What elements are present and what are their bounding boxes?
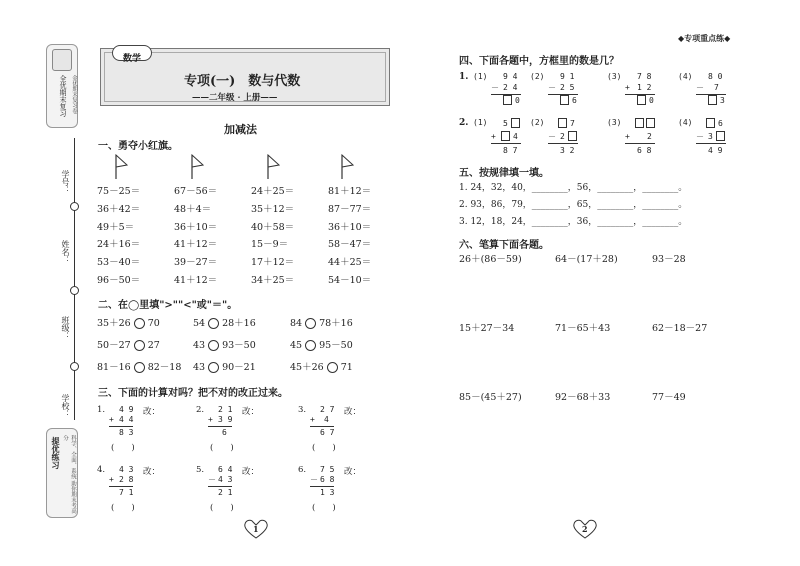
calc-res: 1 3 xyxy=(320,488,335,497)
written-calc: 64－(17＋28) xyxy=(555,254,618,265)
calc-b: 2 4 xyxy=(503,83,518,92)
fix-label: 改： xyxy=(242,467,260,477)
calc-res: 4 9 xyxy=(708,146,723,155)
answer-box[interactable] xyxy=(708,95,717,105)
sec1-col-4 xyxy=(328,187,371,294)
written-calc: 62－18－27 xyxy=(652,323,708,334)
sec1-title: 一、勇夺小红旗。 xyxy=(98,141,178,152)
answer-box[interactable] xyxy=(635,118,644,128)
calc-no: (1) xyxy=(473,118,488,127)
calc-res: 3 2 xyxy=(560,146,575,155)
sequence-line[interactable]: 2. 93，86，79，________，65，________，________。 xyxy=(459,200,688,210)
calc-no: (2) xyxy=(530,118,545,127)
arithmetic-problem: 87－77＝ xyxy=(328,203,372,215)
side-tab-top-emblem xyxy=(52,49,72,71)
arithmetic-problem: 17＋12＝ xyxy=(251,257,295,269)
calc-rule xyxy=(109,426,133,427)
compare-circle[interactable] xyxy=(134,362,145,373)
sequence-line[interactable]: 1. 24，32，40，________，56，________，________。 xyxy=(459,183,688,193)
calc-no: (3) xyxy=(607,72,622,81)
calc-res: 6 xyxy=(572,96,577,105)
item-number: 3. xyxy=(298,405,307,415)
calc-res: 6 7 xyxy=(320,428,335,437)
side-dot-1 xyxy=(70,202,79,211)
side-label-school: 学校： xyxy=(61,394,70,418)
compare-left: 81－16 xyxy=(97,362,131,373)
page-number-left: 1 xyxy=(253,524,259,534)
calc-op: + xyxy=(625,132,630,141)
side-tab-bottom-text: 提优练习 xyxy=(51,437,61,469)
calc-b: 3 xyxy=(708,132,713,141)
calc-op: + xyxy=(625,83,630,92)
side-dot-2 xyxy=(70,286,79,295)
calc-op: － xyxy=(696,83,704,92)
calc-a: 6 4 xyxy=(218,465,233,474)
written-calc: 77－49 xyxy=(652,392,686,403)
compare-item xyxy=(193,318,256,329)
sec2-title: 二、在◯里填">""<"或"＝"。 xyxy=(98,300,238,311)
calc-rule xyxy=(109,486,133,487)
arithmetic-problem: 15－9＝ xyxy=(251,239,289,251)
fix-label: 改： xyxy=(344,407,362,417)
answer-box[interactable] xyxy=(558,118,567,128)
side-tab-top xyxy=(46,44,78,128)
written-calc: 15＋27－34 xyxy=(459,323,515,334)
box-problem xyxy=(530,118,600,158)
box-problem xyxy=(678,72,748,108)
compare-right: 70 xyxy=(147,318,160,329)
calc-op: + xyxy=(109,415,114,424)
answer-box[interactable] xyxy=(560,95,569,105)
answer-box[interactable] xyxy=(511,118,520,128)
arithmetic-problem: 40＋58＝ xyxy=(251,221,295,233)
calc-op: － xyxy=(548,83,556,92)
compare-circle[interactable] xyxy=(305,340,316,351)
written-calc: 26＋(86－59) xyxy=(459,254,522,265)
compare-right: 82－18 xyxy=(147,362,182,373)
answer-paren[interactable]: ( ) xyxy=(111,503,135,513)
compare-item xyxy=(97,362,181,373)
arithmetic-problem: 96－50＝ xyxy=(97,274,141,286)
side-tab-bottom-sub: 科学、全面、系统 助你期末考高分 xyxy=(62,435,76,514)
calc-op: + xyxy=(109,475,114,484)
check-item-2 xyxy=(196,405,296,455)
subject-badge xyxy=(112,45,152,64)
check-item-1 xyxy=(97,405,197,455)
compare-right: 93－50 xyxy=(222,340,256,351)
flag-icon xyxy=(266,154,280,180)
corner-tag: ◆专项重点练◆ xyxy=(678,33,731,43)
arithmetic-problem: 24＋16＝ xyxy=(97,239,141,251)
box-problem xyxy=(678,118,748,158)
calc-res: 8 7 xyxy=(503,146,518,155)
written-calc: 93－28 xyxy=(652,254,686,265)
calc-rule xyxy=(696,143,726,144)
written-calc: 71－65＋43 xyxy=(555,323,611,334)
side-label-class: 班级： xyxy=(61,316,70,340)
flag-icon xyxy=(190,154,204,180)
answer-paren[interactable]: ( ) xyxy=(312,503,336,513)
answer-paren[interactable]: ( ) xyxy=(111,443,135,453)
box-problem xyxy=(530,72,600,108)
side-tab-top-sub: 金优期末复习卷 xyxy=(71,75,77,114)
flag-icon xyxy=(340,154,354,180)
box-problem xyxy=(607,72,677,108)
calc-res: 0 xyxy=(649,96,654,105)
compare-left: 43 xyxy=(193,340,206,351)
calc-b: 2 xyxy=(560,132,565,141)
fix-label: 改： xyxy=(143,407,161,417)
arithmetic-problem: 36＋10＝ xyxy=(174,221,218,233)
written-calc: 85－(45＋27) xyxy=(459,392,522,403)
arithmetic-problem: 35＋12＝ xyxy=(251,203,295,215)
calc-a: 6 xyxy=(718,119,723,128)
fix-label: 改： xyxy=(344,467,362,477)
compare-right: 27 xyxy=(147,340,160,351)
compare-item xyxy=(193,362,256,373)
arithmetic-problem: 48＋4＝ xyxy=(174,203,212,215)
compare-left: 45＋26 xyxy=(290,362,324,373)
calc-op: － xyxy=(310,475,318,484)
calc-res: 7 1 xyxy=(119,488,134,497)
item-number: 4. xyxy=(97,465,106,475)
topic-title: 加减法 xyxy=(224,123,257,136)
answer-box[interactable] xyxy=(503,95,512,105)
item-number: 6. xyxy=(298,465,307,475)
calc-no: (4) xyxy=(678,72,693,81)
item-number: 2. xyxy=(196,405,205,415)
calc-res: 8 3 xyxy=(119,428,134,437)
sec1-col-1 xyxy=(97,187,140,294)
answer-paren[interactable]: ( ) xyxy=(210,443,234,453)
calc-res: 6 xyxy=(222,428,227,437)
arithmetic-problem: 41＋12＝ xyxy=(174,274,218,286)
answer-box[interactable] xyxy=(706,118,715,128)
compare-circle[interactable] xyxy=(327,362,338,373)
compare-item xyxy=(290,340,353,351)
arithmetic-problem: 54－10＝ xyxy=(328,274,372,286)
compare-circle[interactable] xyxy=(208,362,219,373)
calc-b: 7 xyxy=(714,83,719,92)
calc-no: (2) xyxy=(530,72,545,81)
answer-box[interactable] xyxy=(637,95,646,105)
arithmetic-problem: 53－40＝ xyxy=(97,257,141,269)
calc-op: － xyxy=(548,132,556,141)
compare-left: 50－27 xyxy=(97,340,131,351)
calc-b: 4 xyxy=(513,132,518,141)
calc-a: 9 1 xyxy=(560,72,575,81)
calc-op: － xyxy=(696,132,704,141)
calc-rule xyxy=(548,143,578,144)
sec3-title: 三、下面的计算对吗？把不对的改正过来。 xyxy=(98,388,288,399)
calc-a: 2 7 xyxy=(320,405,335,414)
compare-circle[interactable] xyxy=(134,340,145,351)
calc-b: 6 8 xyxy=(320,475,335,484)
calc-b: 2 xyxy=(647,132,652,141)
calc-no: (1) xyxy=(473,72,488,81)
compare-right: 95－50 xyxy=(319,340,353,351)
calc-res: 3 xyxy=(720,96,725,105)
check-item-6 xyxy=(298,465,398,515)
arithmetic-problem: 34＋25＝ xyxy=(251,274,295,286)
calc-no: (3) xyxy=(607,118,622,127)
sec1-col-2 xyxy=(174,187,217,294)
compare-right: 78＋16 xyxy=(319,318,353,329)
calc-rule xyxy=(310,426,334,427)
arithmetic-problem: 44＋25＝ xyxy=(328,257,372,269)
arithmetic-problem: 36＋10＝ xyxy=(328,221,372,233)
calc-a: 4 3 xyxy=(119,465,134,474)
side-dot-3 xyxy=(70,362,79,371)
calc-op: － xyxy=(208,475,216,484)
calc-b: 4 xyxy=(324,415,329,424)
calc-b: 2 5 xyxy=(560,83,575,92)
compare-item xyxy=(290,362,353,373)
sec4-title: 四、下面各题中，方框里的数是几？ xyxy=(459,56,619,67)
compare-item xyxy=(97,340,160,351)
check-item-3 xyxy=(298,405,398,455)
written-calc: 92－68＋33 xyxy=(555,392,611,403)
item-number: 1. xyxy=(97,405,106,415)
calc-a: 7 xyxy=(570,119,575,128)
calc-rule xyxy=(491,143,521,144)
calc-res: 0 xyxy=(515,96,520,105)
compare-left: 35＋26 xyxy=(97,318,131,329)
compare-right: 71 xyxy=(340,362,353,373)
arithmetic-problem: 49＋5＝ xyxy=(97,221,135,233)
answer-box[interactable] xyxy=(501,131,510,141)
side-tab-bottom xyxy=(46,428,78,518)
arithmetic-problem: 75－25＝ xyxy=(97,186,141,197)
arithmetic-problem: 58－47＝ xyxy=(328,239,372,251)
calc-res: 6 8 xyxy=(637,146,652,155)
compare-right: 90－21 xyxy=(222,362,256,373)
compare-circle[interactable] xyxy=(208,318,219,329)
calc-res: 2 1 xyxy=(218,488,233,497)
calc-op: + xyxy=(208,415,213,424)
calc-rule xyxy=(625,143,655,144)
calc-a: 8 0 xyxy=(708,72,723,81)
arithmetic-problem: 36＋42＝ xyxy=(97,203,141,215)
arithmetic-problem: 81＋12＝ xyxy=(328,186,372,197)
subject-badge-text: 数学 xyxy=(122,54,141,64)
calc-b: 4 3 xyxy=(218,475,233,484)
calc-b: 1 2 xyxy=(637,83,652,92)
compare-item xyxy=(97,318,160,329)
sec4-row2-no: 2. xyxy=(459,118,469,128)
calc-a: 4 9 xyxy=(119,405,134,414)
calc-op: + xyxy=(491,132,496,141)
arithmetic-problem: 67－56＝ xyxy=(174,186,218,197)
answer-box[interactable] xyxy=(646,118,655,128)
sequence-line[interactable]: 3. 12，18，24，________，36，________，________。 xyxy=(459,217,688,227)
compare-left: 84 xyxy=(290,318,303,329)
calc-b: 2 8 xyxy=(119,475,134,484)
arithmetic-problem: 41＋12＝ xyxy=(174,239,218,251)
side-tab-top-text: 全优期末复习 xyxy=(59,75,67,117)
fix-label: 改： xyxy=(143,467,161,477)
item-number: 5. xyxy=(196,465,205,475)
arithmetic-problem: 24＋25＝ xyxy=(251,186,295,197)
answer-paren[interactable]: ( ) xyxy=(210,503,234,513)
flag-icon xyxy=(114,154,128,180)
binding-line xyxy=(74,138,75,420)
sec5-title: 五、按规律填一填。 xyxy=(459,168,549,179)
compare-left: 45 xyxy=(290,340,303,351)
compare-item xyxy=(193,340,256,351)
compare-left: 54 xyxy=(193,318,206,329)
calc-a: 7 8 xyxy=(637,72,652,81)
arithmetic-problem: 39－27＝ xyxy=(174,257,218,269)
calc-rule xyxy=(208,486,232,487)
page-number-right: 2 xyxy=(582,524,588,534)
compare-right: 28＋16 xyxy=(222,318,256,329)
box-problem xyxy=(607,118,677,158)
calc-b: 3 9 xyxy=(218,415,233,424)
fix-label: 改： xyxy=(242,407,260,417)
calc-rule xyxy=(310,486,334,487)
sec1-col-3 xyxy=(251,187,294,294)
calc-rule xyxy=(208,426,232,427)
calc-op: + xyxy=(310,415,315,424)
calc-a: 9 4 xyxy=(503,72,518,81)
calc-a: 7 5 xyxy=(320,465,335,474)
sec4-row1-no: 1. xyxy=(459,72,469,82)
answer-paren[interactable]: ( ) xyxy=(312,443,336,453)
compare-left: 43 xyxy=(193,362,206,373)
answer-box[interactable] xyxy=(568,131,577,141)
calc-b: 4 4 xyxy=(119,415,134,424)
side-label-name: 姓名： xyxy=(61,240,70,264)
calc-op: － xyxy=(491,83,499,92)
check-item-5 xyxy=(196,465,296,515)
check-item-4 xyxy=(97,465,197,515)
side-label-id: 学号： xyxy=(61,170,70,194)
answer-box[interactable] xyxy=(716,131,725,141)
sec6-title: 六、笔算下面各题。 xyxy=(459,240,549,251)
calc-a: 5 xyxy=(503,119,508,128)
compare-circle[interactable] xyxy=(305,318,316,329)
compare-circle[interactable] xyxy=(134,318,145,329)
header-subtitle: ——二年级 · 上册—— xyxy=(192,93,278,103)
compare-circle[interactable] xyxy=(208,340,219,351)
calc-no: (4) xyxy=(678,118,693,127)
compare-item xyxy=(290,318,353,329)
header-title: 专项(一) 数与代数 xyxy=(184,74,301,89)
calc-a: 2 1 xyxy=(218,405,233,414)
